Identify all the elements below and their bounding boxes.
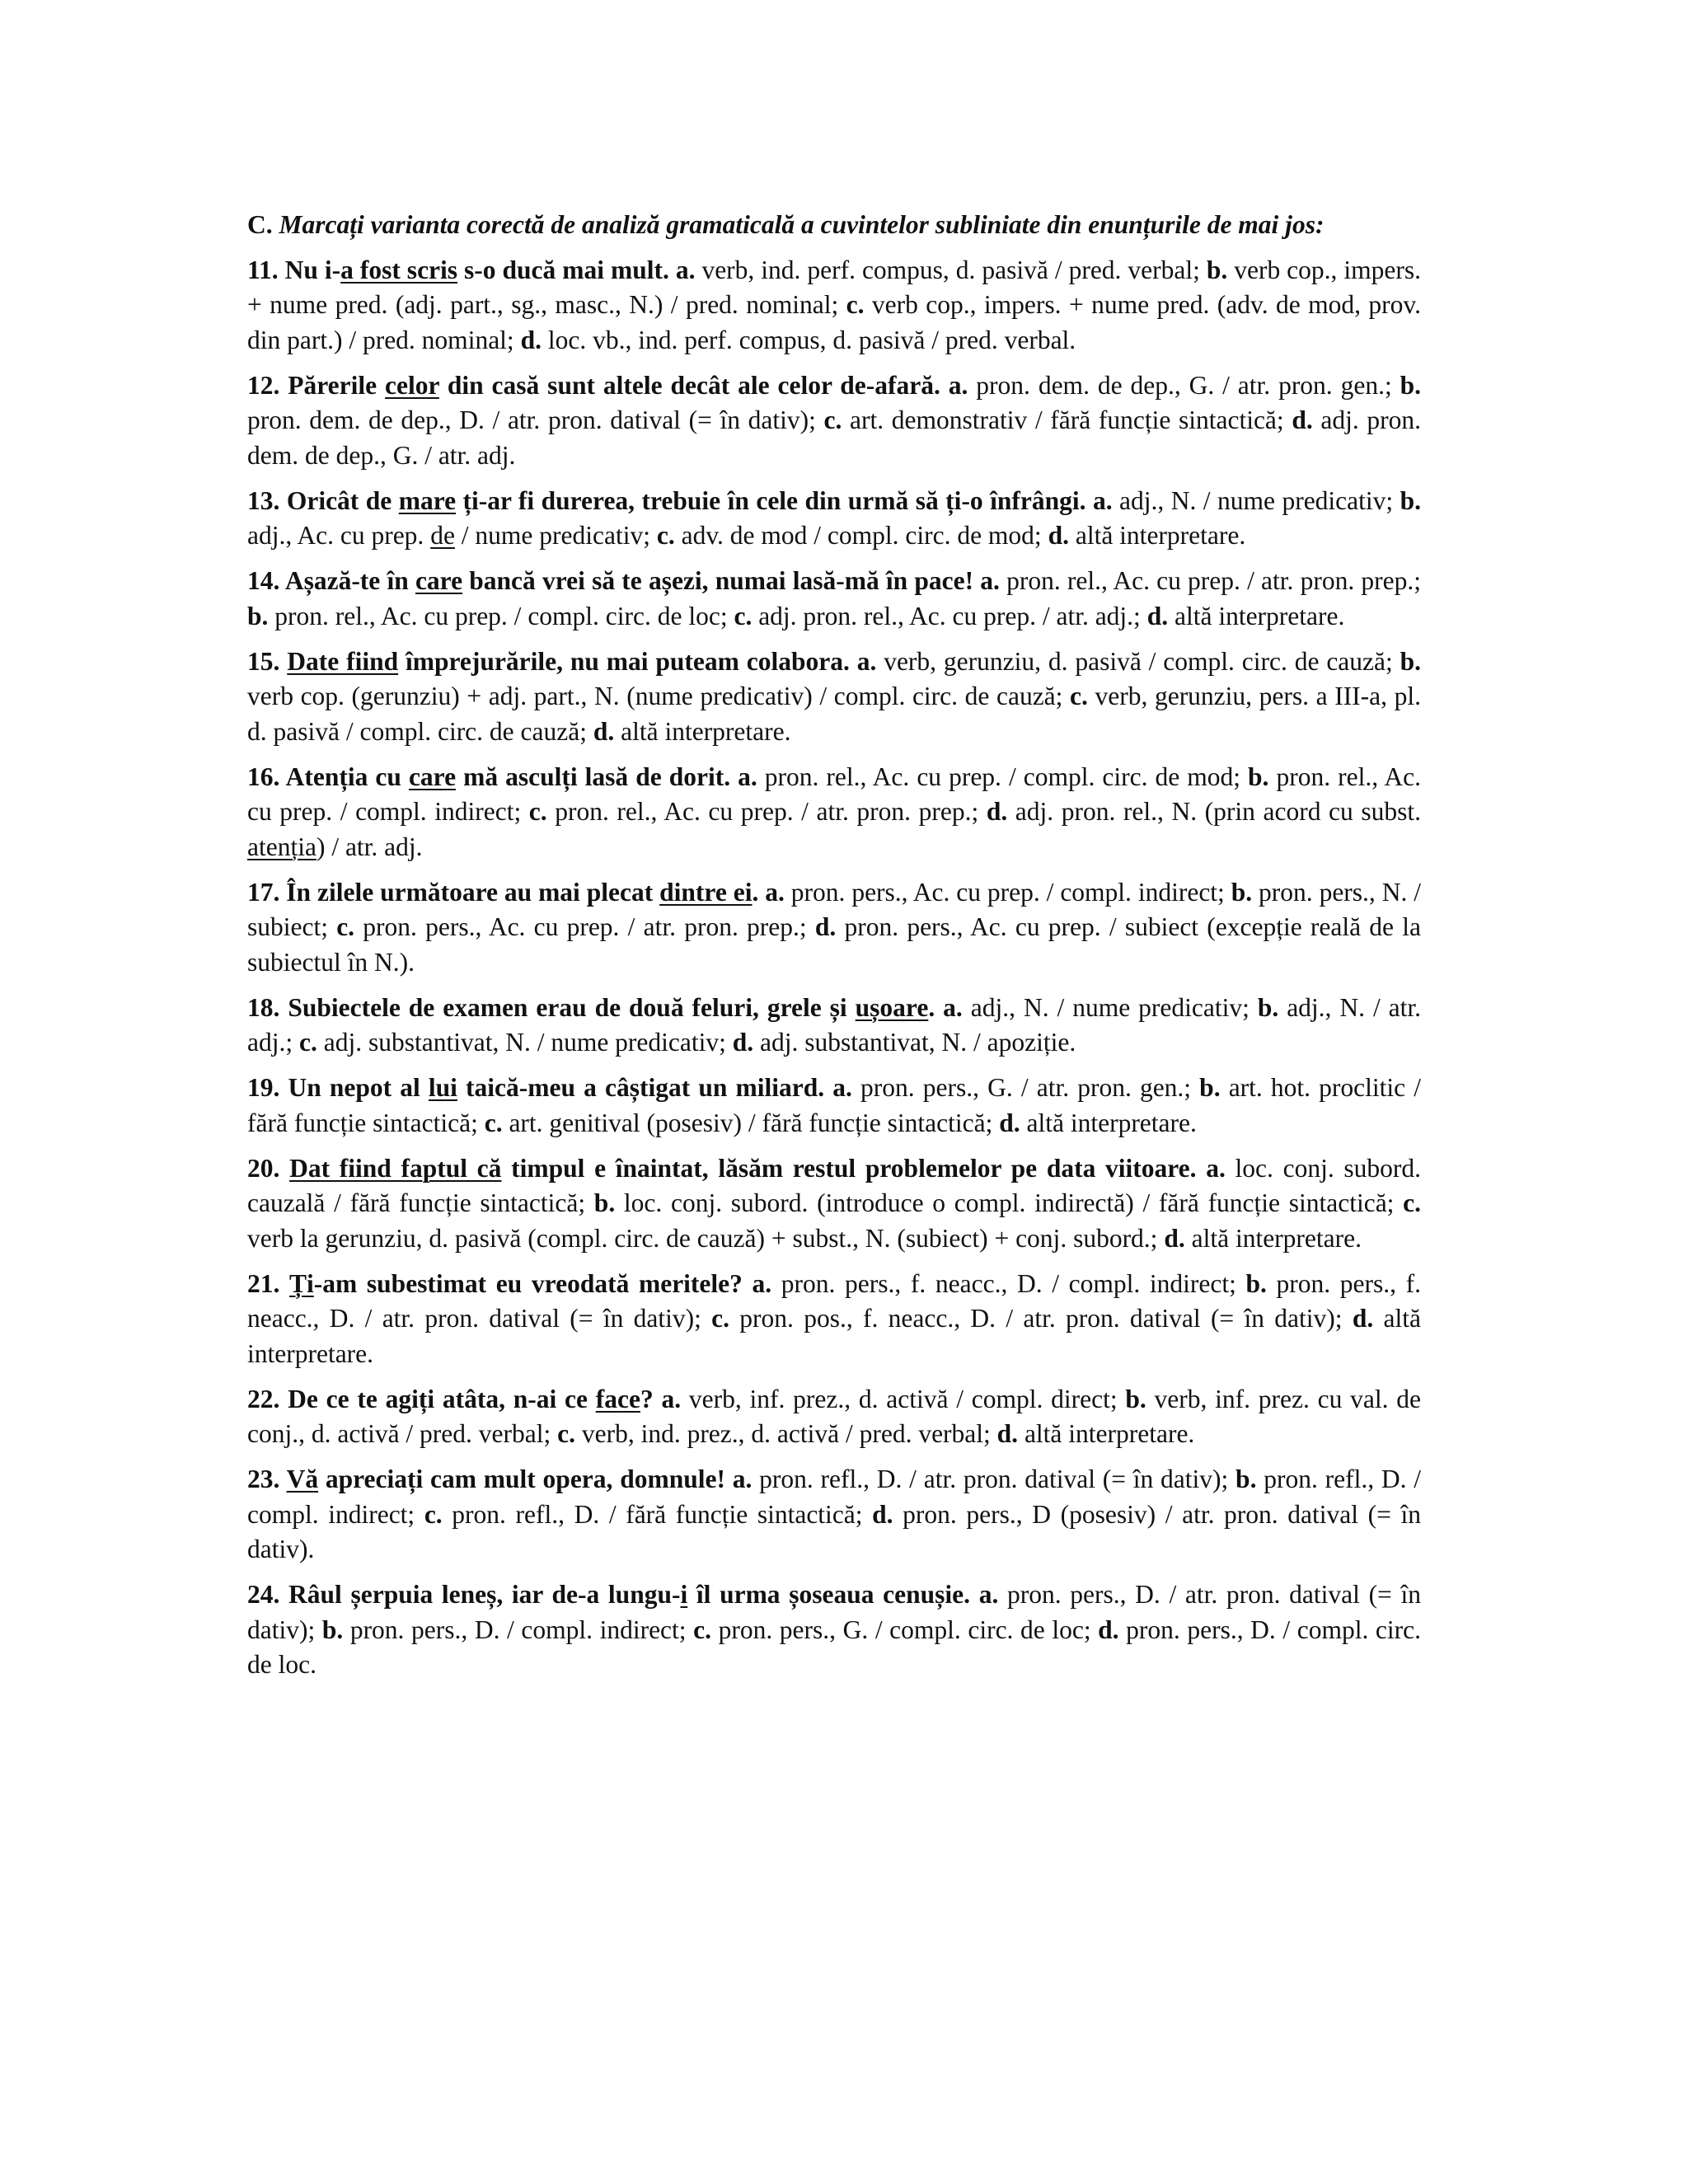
question-bold-text: c. (734, 601, 753, 630)
question-bold-text: d. (814, 912, 837, 941)
question-bold-text: b. (1206, 255, 1228, 284)
answer-option-text: adj. pron. rel., Ac. cu prep. / atr. adj.; (752, 601, 1147, 630)
answer-option-text: altă interpretare. (247, 1304, 1421, 1368)
question-bold-text: a. (724, 1465, 753, 1493)
answer-option-text: loc. vb., ind. perf. compus, d. pasivă / pred. verbal. (541, 325, 1076, 354)
question-bold-text: b. (1400, 646, 1422, 676)
underlined-target-word: Dat fiind faptul că (289, 1153, 502, 1183)
underlined-target-word: dintre ei (659, 877, 753, 907)
question-bold-text: taică-meu a câștigat un miliard. (457, 1073, 825, 1102)
question-item (247, 1071, 1421, 1141)
question-bold-text: b. (1400, 370, 1422, 400)
answer-option-text: pron. pers., G. / compl. circ. de loc; (711, 1615, 1099, 1644)
question-item (247, 991, 1421, 1061)
underlined-target-word: i (680, 1580, 688, 1609)
question-bold-text: Părerile (279, 370, 386, 400)
answer-option-text: pron. rel., Ac. cu prep. / compl. circ. de loc; (268, 601, 734, 630)
question-number: 11. (247, 255, 279, 284)
question-bold-text: d. (872, 1499, 893, 1529)
underlined-reference: atenția (247, 832, 316, 861)
question-number: 15. (247, 646, 280, 676)
section-letter: C. (247, 210, 273, 239)
section-instruction: Marcați varianta corectă de analiză gramaticală a cuvintelor subliniate din enunțurile de mai jos: (279, 210, 1325, 239)
question-item (247, 760, 1421, 865)
answer-option-text: verb la gerunziu, d. pasivă (compl. circ. de cauză) + subst., N. (subiect) + conj. subord.; (247, 1223, 1165, 1253)
question-bold-text: Un nepot al (279, 1073, 429, 1102)
question-bold-text: a. (668, 255, 696, 284)
question-bold-text: ? (640, 1384, 654, 1413)
question-list (247, 253, 1421, 1683)
answer-option-text: adj. substantivat, N. / apoziție. (753, 1028, 1076, 1057)
question-bold-text: a. (973, 566, 1000, 595)
question-bold-text: a. (849, 646, 877, 676)
question-item (247, 1462, 1421, 1568)
question-bold-text: De ce te agiți atâta, n-ai ce (279, 1384, 596, 1413)
underlined-reference: de (430, 521, 455, 550)
question-item (247, 875, 1421, 981)
question-bold-text: d. (1146, 601, 1169, 630)
question-bold-text: Așază-te în (279, 566, 415, 595)
answer-option-text: adj. pron. dem. de dep., G. / atr. adj. (247, 405, 1422, 470)
answer-option-text: verb cop. (gerunziu) + adj. part., N. (nume predicativ) / compl. circ. de cauză; (247, 682, 1071, 710)
question-bold-text: d. (999, 1108, 1020, 1137)
answer-option-text: adj. substantivat, N. / nume predicativ; (316, 1028, 733, 1057)
answer-option-text: pron. pers., D. / compl. circ. de loc. (247, 1615, 1421, 1679)
question-bold-text: c. (336, 912, 355, 941)
question-item (247, 368, 1421, 474)
answer-option-text: loc. conj. subord. cauzală / fără funcție sintactică; (247, 1153, 1422, 1217)
answer-option-text: altă interpretare. (1020, 1108, 1197, 1137)
question-bold-text: d. (1164, 1223, 1185, 1253)
answer-option-text: pron. refl., D. / atr. pron. datival (= în dativ); (752, 1465, 1236, 1493)
underlined-target-word: care (415, 566, 463, 595)
question-bold-text: În zilele următoare au mai plecat (279, 877, 660, 907)
document-page (247, 208, 1421, 1693)
question-number: 21. (247, 1268, 280, 1298)
answer-option-text: pron. pers., Ac. cu prep. / subiect (excepție reală de la subiectul în N.). (247, 912, 1421, 977)
answer-option-text: art. genitival (posesiv) / fără funcție sintactică; (502, 1108, 1000, 1137)
question-number: 18. (247, 992, 280, 1022)
question-item (247, 564, 1421, 634)
question-bold-text: timpul e înaintat, lăsăm restul problemelor pe data viitoare. (501, 1153, 1197, 1183)
question-bold-text: d. (1292, 405, 1313, 434)
answer-option-text: adj., Ac. cu prep. (247, 521, 431, 550)
answer-option-text: pron. rel., Ac. cu prep. / atr. pron. prep.; (999, 566, 1422, 595)
question-bold-text: d. (593, 716, 615, 746)
question-bold-text: a. (1085, 485, 1113, 515)
answer-option-text: pron. pers., Ac. cu prep. / compl. indirect; (784, 877, 1231, 907)
question-bold-text: b. (1248, 762, 1269, 791)
question-bold-text: c. (299, 1028, 317, 1057)
question-bold-text: d. (986, 797, 1008, 826)
question-bold-text: c. (823, 405, 842, 434)
question-bold-text (279, 1465, 286, 1493)
question-bold-text: c. (528, 797, 547, 826)
answer-option-text: verb cop., impers. + nume pred. (adv. de mod, prov. din part.) / pred. nominal; (247, 290, 1421, 354)
question-bold-text: d. (1352, 1304, 1374, 1333)
question-bold-text: c. (1070, 682, 1088, 710)
question-bold-text: c. (424, 1499, 443, 1529)
question-bold-text: Oricât de (279, 485, 399, 515)
question-bold-text: d. (520, 325, 542, 354)
question-bold-text: a. (824, 1073, 852, 1102)
answer-option-text: altă interpretare. (1184, 1223, 1362, 1253)
question-item (247, 484, 1421, 554)
question-bold-text: b. (1257, 992, 1279, 1022)
question-bold-text: c. (557, 1419, 575, 1448)
answer-option-text: pron. pers., Ac. cu prep. / atr. pron. prep.; (354, 912, 815, 941)
answer-option-text: pron. refl., D. / fără funcție sintactică; (442, 1499, 873, 1529)
underlined-target-word: lui (428, 1073, 457, 1102)
question-bold-text: bancă vrei să te așezi, numai lasă-mă în pace! (462, 566, 974, 595)
question-bold-text: d. (732, 1028, 754, 1057)
question-number: 23. (247, 1465, 280, 1493)
question-bold-text: c. (846, 290, 865, 319)
question-bold-text: Atenția cu (279, 762, 409, 791)
question-number: 16. (247, 762, 280, 791)
question-number: 22. (247, 1384, 280, 1413)
question-number: 20. (247, 1153, 280, 1183)
answer-option-text: altă interpretare. (1068, 521, 1246, 550)
question-bold-text: apreciați cam mult opera, domnule! (318, 1465, 725, 1493)
underlined-target-word: Vă (286, 1465, 319, 1493)
question-bold-text: mă asculți lasă de dorit. (456, 762, 731, 791)
question-item (247, 253, 1421, 359)
question-item (247, 1577, 1421, 1683)
question-item (247, 1151, 1421, 1257)
question-bold-text: b. (247, 601, 269, 630)
question-bold-text: ți-ar fi durerea, trebuie în cele din urmă să ți-o înfrângi. (456, 485, 1086, 515)
question-bold-text: a. (730, 762, 757, 791)
question-bold-text: c. (656, 521, 675, 550)
question-item (247, 1382, 1421, 1452)
question-bold-text: a. (935, 992, 963, 1022)
underlined-target-word: ușoare (855, 992, 929, 1022)
answer-option-text: pron. pos., f. neacc., D. / atr. pron. datival (= în dativ); (729, 1304, 1353, 1333)
question-item (247, 644, 1421, 750)
answer-option-text: pron. pers., D (posesiv) / atr. pron. datival (= în dativ). (247, 1499, 1421, 1563)
answer-option-text: pron. pers., f. neacc., D. / atr. pron. datival (= în dativ); (247, 1268, 1422, 1333)
answer-option-text: art. demonstrativ / fără funcție sintactică; (842, 405, 1292, 434)
answer-option-text: verb, ind. prez., d. activă / pred. verbal; (574, 1419, 997, 1448)
question-number: 24. (247, 1580, 280, 1609)
question-bold-text: Nu i- (278, 255, 341, 284)
underlined-target-word: Date fiind (287, 646, 399, 676)
answer-option-text: altă interpretare. (1018, 1419, 1195, 1448)
answer-option-text: pron. dem. de dep., D. / atr. pron. datival (= în dativ); (247, 405, 824, 434)
question-bold-text: din casă sunt altele decât ale celor de-afară. (438, 370, 940, 400)
underlined-target-word: a fost scris (340, 255, 458, 284)
question-bold-text: b. (1245, 1268, 1267, 1298)
answer-option-text: altă interpretare. (1168, 601, 1345, 630)
answer-option-text: adj., N. / nume predicativ; (1112, 485, 1400, 515)
question-bold-text: a. (940, 370, 968, 400)
question-bold-text: b. (321, 1615, 344, 1644)
question-bold-text: d. (996, 1419, 1019, 1448)
answer-option-text: art. hot. proclitic / fără funcție sintactică; (247, 1073, 1422, 1137)
answer-option-text: pron. pers., D. / atr. pron. datival (= în dativ); (247, 1580, 1421, 1644)
question-bold-text: b. (1199, 1073, 1221, 1102)
underlined-target-word: celor (385, 370, 439, 400)
answer-option-text: adj., N. / atr. adj.; (247, 992, 1422, 1057)
answer-option-text: / nume predicativ; (454, 521, 657, 550)
question-bold-text: a. (758, 877, 785, 907)
question-number: 17. (247, 877, 280, 907)
answer-option-text: altă interpretare. (614, 716, 791, 746)
question-bold-text: b. (1400, 485, 1422, 515)
answer-option-text: verb, ind. perf. compus, d. pasivă / pred. verbal; (695, 255, 1207, 284)
answer-option-text: pron. rel., Ac. cu prep. / compl. circ. de mod; (757, 762, 1249, 791)
question-bold-text: . (752, 877, 759, 907)
answer-option-text: pron. pers., D. / compl. indirect; (343, 1615, 694, 1644)
answer-option-text: loc. conj. subord. (introduce o compl. indirectă) / fără funcție sintactică; (615, 1188, 1404, 1217)
question-bold-text: c. (693, 1615, 711, 1644)
question-bold-text: b. (1236, 1465, 1257, 1493)
answer-option-text: verb, inf. prez. cu val. de conj., d. activă / pred. verbal; (247, 1384, 1421, 1448)
answer-option-text: verb, gerunziu, d. pasivă / compl. circ. de cauză; (876, 646, 1400, 676)
answer-option-text: pron. pers., f. neacc., D. / compl. indirect; (771, 1268, 1246, 1298)
question-bold-text (279, 1154, 289, 1183)
answer-option-text: adj. pron. rel., N. (prin acord cu subst. (1007, 797, 1421, 826)
underlined-target-word: mare (398, 485, 457, 515)
question-bold-text: c. (1403, 1188, 1421, 1217)
question-bold-text: a. (742, 1268, 772, 1298)
section-heading (247, 208, 1421, 243)
answer-option-text: pron. refl., D. / compl. indirect; (247, 1465, 1422, 1529)
question-bold-text: Subiectele de examen erau de două feluri, grele și (279, 992, 856, 1022)
question-bold-text: a. (653, 1384, 682, 1413)
question-bold-text: a. (970, 1580, 999, 1609)
answer-option-text: adv. de mod / compl. circ. de mod; (674, 521, 1048, 550)
question-number: 13. (247, 485, 280, 515)
question-bold-text: d. (1048, 521, 1069, 550)
question-number: 19. (247, 1073, 280, 1102)
question-bold-text: . (928, 992, 935, 1022)
question-bold-text: b. (1125, 1384, 1146, 1413)
question-bold-text: Râul șerpuia leneș, iar de-a lungu- (279, 1580, 681, 1609)
answer-option-text: ) / atr. adj. (316, 832, 423, 861)
question-bold-text: c. (711, 1304, 729, 1333)
question-bold-text: b. (1231, 877, 1253, 907)
underlined-target-word: care (408, 762, 457, 791)
answer-option-text: pron. rel., Ac. cu prep. / atr. pron. prep.; (546, 797, 987, 826)
answer-option-text: pron. pers., N. / subiect; (247, 877, 1422, 941)
answer-option-text: pron. pers., G. / atr. pron. gen.; (851, 1073, 1200, 1102)
question-bold-text: -am subestimat eu vreodată meritele? (313, 1268, 743, 1298)
question-bold-text: b. (593, 1188, 616, 1217)
question-bold-text: împrejurările, nu mai puteam colabora. (398, 646, 850, 676)
answer-option-text: verb, gerunziu, pers. a III-a, pl. d. pasivă / compl. circ. de cauză; (247, 682, 1422, 746)
question-bold-text: c. (484, 1108, 503, 1137)
question-bold-text: d. (1098, 1615, 1119, 1644)
question-bold-text: a. (1196, 1153, 1226, 1183)
answer-option-text: verb, inf. prez., d. activă / compl. direct; (681, 1384, 1126, 1413)
question-bold-text: s-o ducă mai mult. (457, 255, 669, 284)
answer-option-text: pron. dem. de dep., G. / atr. pron. gen.; (968, 370, 1400, 400)
answer-option-text: verb cop., impers. + nume pred. (adj. part., sg., masc., N.) / pred. nominal; (247, 255, 1421, 319)
underlined-target-word: Ți (289, 1268, 314, 1298)
question-number: 14. (247, 566, 280, 595)
underlined-target-word: face (595, 1384, 640, 1413)
question-bold-text (279, 647, 287, 676)
answer-option-text: pron. rel., Ac. cu prep. / compl. indirect; (247, 762, 1421, 826)
question-bold-text: îl urma șoseaua cenușie. (687, 1580, 971, 1609)
question-bold-text (279, 1269, 289, 1298)
question-item (247, 1267, 1421, 1372)
question-number: 12. (247, 370, 280, 400)
answer-option-text: adj., N. / nume predicativ; (962, 992, 1258, 1022)
